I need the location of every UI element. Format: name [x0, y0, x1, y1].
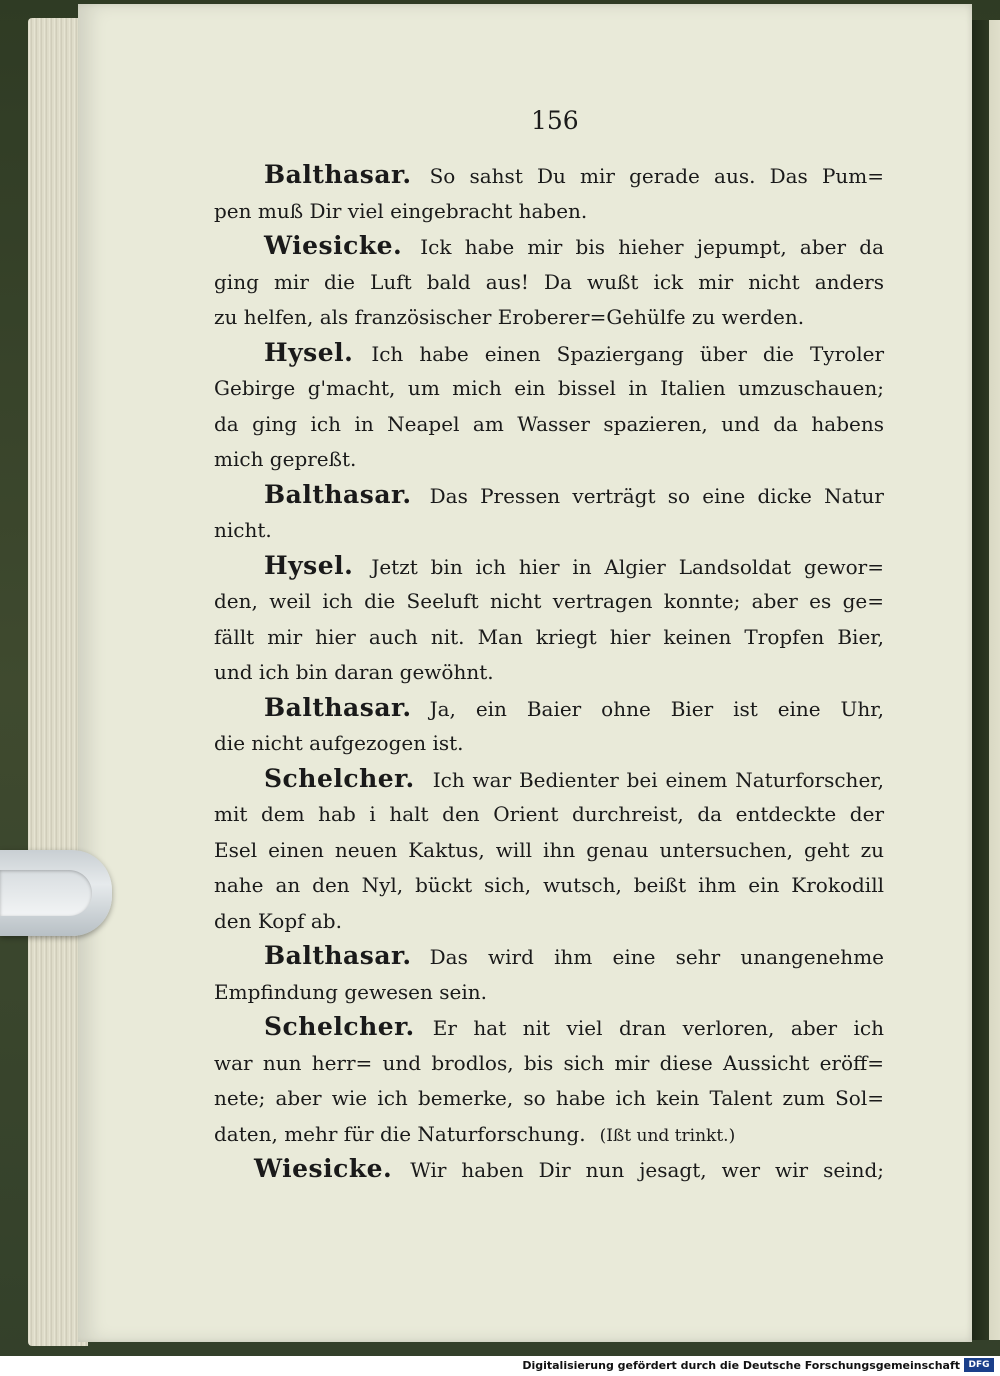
line-text: nicht.: [214, 518, 272, 542]
text-line: [214, 1048, 884, 1078]
speaker-name: Schelcher.: [264, 763, 415, 793]
page-number: 156: [531, 106, 579, 135]
text-line: [214, 622, 884, 652]
speaker-name: Balthasar.: [264, 941, 412, 970]
text-line: [214, 835, 884, 865]
line-text: Ja, ein Baier ohne Bier ist eine Uhr,: [429, 696, 884, 721]
line-text: Wir haben Dir nun jesagt, wer wir seind;: [410, 1158, 884, 1182]
speaker-name: Wiesicke.: [264, 231, 403, 260]
speech-line: [214, 231, 884, 262]
line-text: mich gepreßt.: [214, 447, 357, 471]
line-text: nahe an den Nyl, bückt sich, wutsch, beißt ihm ein Krokodill: [214, 873, 884, 897]
speaker-name: Balthasar.: [264, 692, 412, 722]
text-line: [214, 302, 884, 332]
line-text: zu helfen, als französischer Eroberer=Gehülfe zu werden.: [214, 305, 805, 329]
text-line: [214, 977, 884, 1007]
speaker-name: Schelcher.: [264, 1012, 415, 1041]
speaker-name: Hysel.: [264, 550, 354, 580]
digitization-credit: Digitalisierung gefördert durch die Deutsche Forschungsgemeinschaft: [522, 1359, 960, 1372]
text-line: [214, 906, 884, 936]
text-line: [214, 1083, 884, 1113]
stage-direction: (Ißt und trinkt.): [599, 1125, 736, 1146]
dfg-logo-icon: DFG: [964, 1358, 994, 1372]
line-text: Empfindung gewesen sein.: [214, 979, 487, 1004]
line-text: da ging ich in Neapel am Wasser spazieren, und da habens: [214, 411, 884, 436]
speech-line: [214, 693, 884, 724]
speech-line: [214, 764, 884, 795]
text-line: [214, 586, 884, 616]
speaker-name: Balthasar.: [264, 479, 412, 509]
line-text: die nicht aufgezogen ist.: [214, 731, 464, 755]
text-line: [214, 728, 884, 758]
text-line: [214, 515, 884, 545]
line-text: nete; aber wie ich bemerke, so habe ich kein Talent zum Sol=: [214, 1086, 884, 1110]
line-text: daten, mehr für die Naturforschung.: [214, 1121, 586, 1146]
text-line: [214, 657, 884, 687]
speaker-name: Balthasar.: [264, 160, 412, 189]
text-line: [214, 409, 884, 439]
line-text: fällt mir hier auch nit. Man kriegt hier keinen Tropfen Bier,: [214, 624, 884, 649]
text-line: [214, 267, 884, 297]
speech-line: [214, 480, 884, 511]
speech-line: [214, 1012, 884, 1043]
line-text: mit dem hab i halt den Orient durchreist, da entdeckte der: [214, 802, 884, 826]
line-text: den, weil ich die Seeluft nicht vertragen konnte; aber es ge=: [214, 589, 884, 613]
text-line: [214, 1119, 884, 1151]
text-line: [214, 373, 884, 403]
line-text: Das Pressen verträgt so eine dicke Natur: [429, 483, 884, 508]
line-text: Jetzt bin ich hier in Algier Landsoldat gewor=: [371, 554, 884, 579]
line-text: Das wird ihm eine sehr unangenehme: [429, 945, 884, 969]
book-gutter-edge: [972, 20, 1000, 1340]
speech-line: [214, 338, 884, 369]
line-text: war nun herr= und brodlos, bis sich mir diese Aussicht eröff=: [214, 1050, 884, 1075]
text-line: [214, 870, 884, 900]
line-text: ging mir die Luft bald aus! Da wußt ick mir nicht anders: [214, 269, 884, 294]
speech-line: [214, 551, 884, 582]
text-line: [214, 444, 884, 474]
line-text: Gebirge g'macht, um mich ein bissel in Italien umzuschauen;: [214, 376, 884, 400]
line-text: Er hat nit viel dran verloren, aber ich: [432, 1016, 884, 1040]
line-text: pen muß Dir viel eingebracht haben.: [214, 198, 588, 223]
line-text: So sahst Du mir gerade aus. Das Pum=: [429, 164, 884, 188]
line-text: und ich bin daran gewöhnt.: [214, 660, 494, 684]
text-line: [214, 799, 884, 829]
line-text: Ich habe einen Spaziergang über die Tyroler: [371, 341, 884, 366]
text-line: [214, 196, 884, 226]
speech-line: [214, 941, 884, 972]
speech-line: [214, 160, 884, 191]
speaker-name: Wiesicke.: [254, 1154, 393, 1183]
line-text: den Kopf ab.: [214, 908, 342, 933]
line-text: Ich war Bedienter bei einem Naturforscher,: [432, 767, 884, 792]
speech-line: [214, 1154, 884, 1185]
line-text: Esel einen neuen Kaktus, will ihn genau untersuchen, geht zu: [214, 837, 884, 862]
speaker-name: Hysel.: [264, 337, 354, 367]
page-clip-highlight: [0, 870, 92, 916]
line-text: Ick habe mir bis hieher jepumpt, aber da: [420, 235, 884, 259]
